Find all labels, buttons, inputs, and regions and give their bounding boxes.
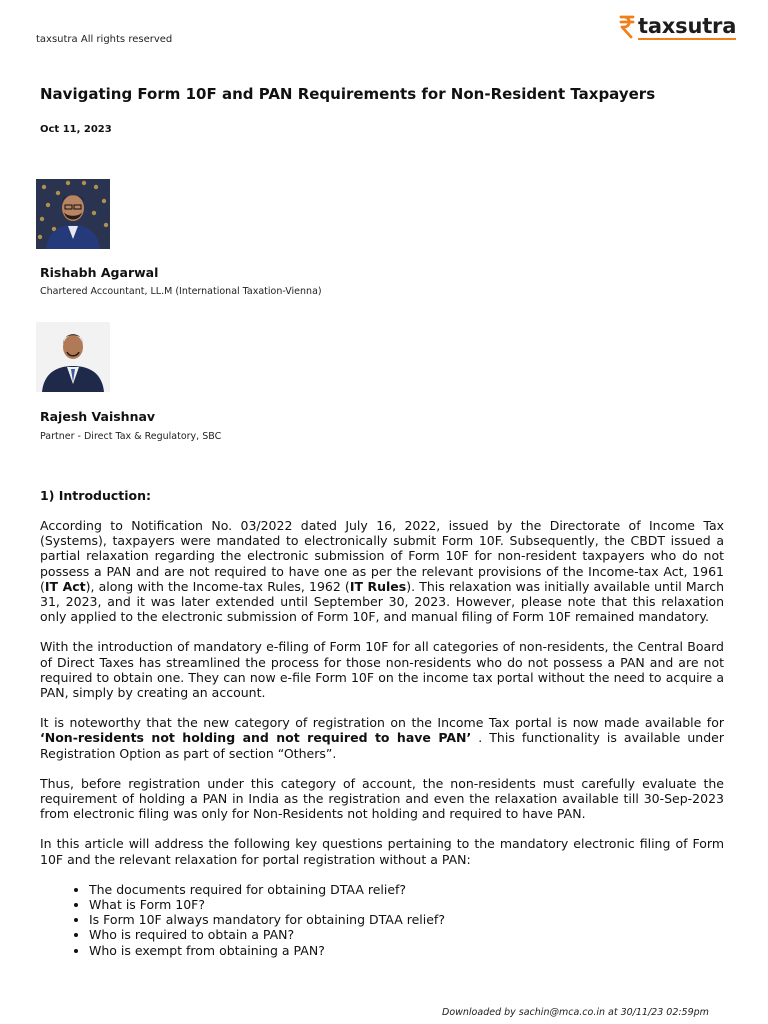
author-name: Rajesh Vaishnav [40,409,156,424]
key-questions-list [40,882,724,958]
author-photo-rajesh [36,322,110,392]
paragraph-text: ). This relaxation was initially available until March 31, 2023, and it was later extended until September 30, 2023. However, please note that this relaxation only applied to the electronic submission of Form 10F, and manual filing of Form 10F remained mandatory. [40,578,724,625]
list-item: • Who is required to obtain a PAN? [89,927,724,942]
taxsutra-logo [619,14,736,40]
article-body [40,518,724,958]
paragraph: In this article will address the following key questions pertaining to the mandatory electronic filing of Form 10F and the relevant relaxation for portal registration without a PAN: [40,836,724,867]
paragraph-text: . This functionality is available under Registration Option as part of section “Others”. [40,730,724,761]
author-name: Rishabh Agarwal [40,265,159,280]
logo-wordmark: taxsutra [638,13,737,38]
paragraph: With the introduction of mandatory e-filing of Form 10F for all categories of non-residents, the Central Board of Direct Taxes has streamlined the process for those non-residents who do not possess a PAN and are not required to obtain one. They can now e-file Form 10F on the income tax portal without the need to acquire a PAN, simply by creating an account. [40,639,724,701]
author-role: Chartered Accountant, LL.M (International Taxation-Vienna) [40,286,322,297]
list-item: • What is Form 10F? [89,897,724,912]
paragraph-text: It is noteworthy that the new category of registration on the Income Tax portal is now made available for [40,715,724,731]
rupee-logo-icon [619,15,635,39]
emphasis-text: ‘Non-residents not holding and not required to have PAN’ [40,730,472,746]
defined-term: IT Rules [349,578,407,594]
list-item: • The documents required for obtaining DTAA relief? [89,882,724,897]
article-title: Navigating Form 10F and PAN Requirements for Non-Resident Taxpayers [40,85,656,103]
defined-term: IT Act [44,578,86,594]
author-photo-rishabh [36,179,110,249]
paragraph-text: According to Notification No. 03/2022 dated July 16, 2022, issued by the Directorate of Income Tax (Systems), taxpayers were mandated to electronically submit Form 10F. Subsequently, the CBDT issued a partial relaxation regarding the electronic submission of Form 10F for non-resident taxpayers who do not possess a PAN and are not required to have one as per the relevant provisions of the Income-tax Act, 1961 ( [40,518,724,594]
paragraph [40,518,724,624]
list-item: • Is Form 10F always mandatory for obtaining DTAA relief? [89,912,724,927]
list-item: • Who is exempt from obtaining a PAN? [89,943,724,958]
article-date: Oct 11, 2023 [40,124,112,135]
download-footer: Downloaded by sachin@mca.co.in at 30/11/23 02:59pm [442,1007,709,1018]
section-heading: 1) Introduction: [40,488,152,503]
paragraph [40,715,724,761]
author-role: Partner - Direct Tax & Regulatory, SBC [40,431,222,442]
paragraph-text: ), along with the Income-tax Rules, 1962 ( [85,578,350,594]
copyright-notice: taxsutra All rights reserved [36,34,173,45]
paragraph: Thus, before registration under this category of account, the non-residents must carefully evaluate the requirement of holding a PAN in India as the registration and even the relaxation available till 30-Sep-2023 from electronic filing was only for Non-Residents not holding and required to have PAN. [40,775,724,822]
